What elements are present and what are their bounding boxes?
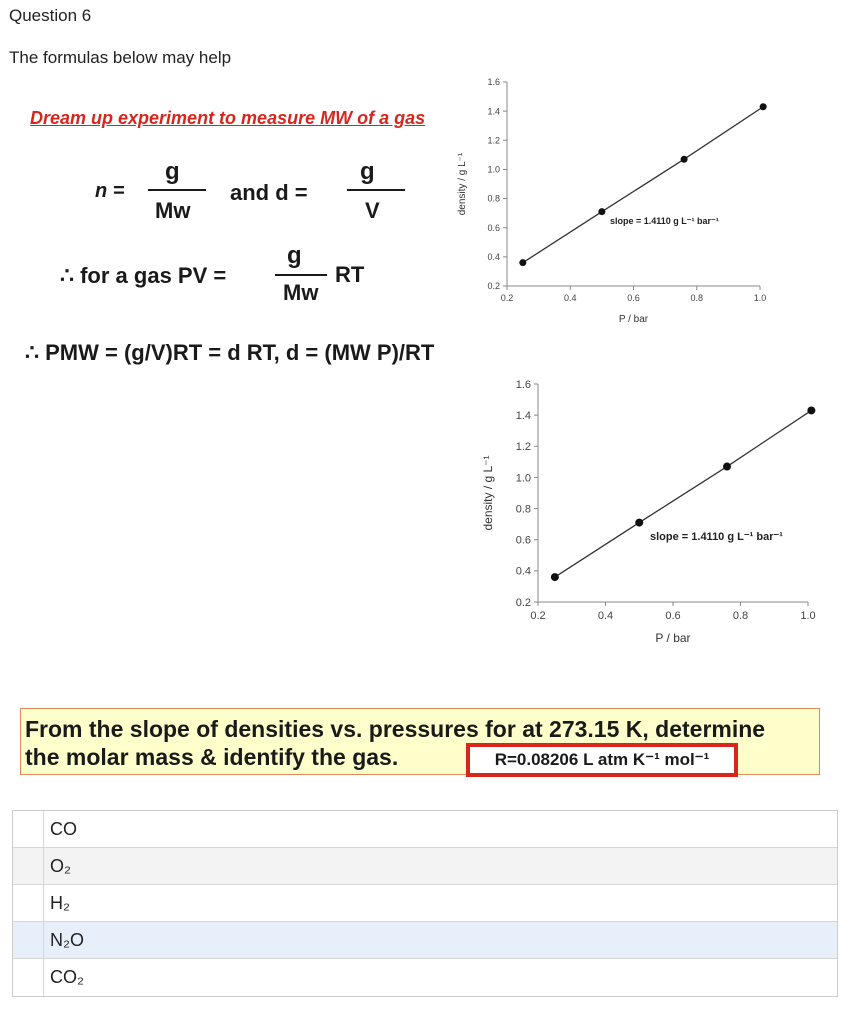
data-point (551, 573, 559, 581)
option-co[interactable] (13, 811, 837, 848)
dream-heading: Dream up experiment to measure MW of a gas (30, 108, 426, 128)
y-tick-label: 0.8 (487, 193, 500, 204)
y-tick-label: 1.0 (487, 164, 500, 175)
slope-annotation: slope = 1.4110 g L⁻¹ bar⁻¹ (610, 216, 719, 226)
y-tick-label: 1.0 (515, 472, 531, 485)
series-line (523, 107, 763, 263)
x-tick-label: 0.8 (732, 610, 749, 622)
y-tick-label: 0.6 (487, 222, 500, 233)
option-label: H₂ (50, 893, 70, 913)
data-point (681, 156, 688, 163)
option-label: O₂ (50, 856, 71, 876)
data-point (760, 103, 767, 110)
option-radio[interactable] (13, 811, 44, 847)
y-tick-label: 1.2 (487, 135, 500, 146)
data-point (635, 519, 643, 527)
numerator-g2: g (360, 158, 375, 185)
x-axis-label: P / bar (655, 631, 691, 645)
prompt-line-1: From the slope of densities vs. pressures for at 273.15 K, determine (25, 716, 766, 742)
option-radio[interactable] (13, 848, 44, 884)
data-point (723, 463, 731, 471)
x-tick-label: 0.4 (563, 293, 577, 303)
y-tick-label: 1.4 (515, 409, 531, 422)
denominator-v: V (365, 198, 380, 223)
x-tick-label: 1.0 (753, 293, 767, 303)
y-tick-label: 0.4 (487, 252, 500, 263)
option-label: CO₂ (50, 967, 84, 987)
fraction-bar-2 (347, 189, 405, 191)
option-radio[interactable] (13, 885, 44, 921)
y-axis-label: density / g L⁻¹ (481, 455, 495, 531)
help-text: The formulas below may help (9, 48, 232, 67)
option-label: N₂O (50, 930, 84, 950)
x-tick-label: 0.2 (500, 293, 514, 303)
y-tick-label: 1.6 (487, 77, 500, 88)
gas-pv: ∴ for a gas PV = (60, 263, 227, 288)
question-prompt-box (20, 708, 820, 775)
y-tick-label: 1.4 (487, 106, 500, 117)
option-n2o[interactable] (13, 922, 837, 959)
x-axis-label: P / bar (618, 314, 649, 325)
option-label: CO (50, 819, 77, 839)
numerator-g: g (165, 158, 180, 185)
density-chart-large (470, 374, 850, 664)
option-radio[interactable] (13, 922, 44, 958)
x-tick-label: 1.0 (800, 610, 816, 622)
y-tick-label: 0.8 (515, 503, 531, 516)
x-tick-label: 0.6 (627, 293, 640, 303)
gas-constant-box: R=0.08206 L atm K⁻¹ mol⁻¹ (466, 743, 738, 777)
question-title: Question 6 (9, 6, 92, 25)
answer-options (12, 810, 838, 997)
fraction-bar (148, 189, 206, 191)
y-axis-label: density / g L⁻¹ (457, 152, 468, 216)
y-tick-label: 1.2 (515, 441, 531, 454)
y-tick-label: 0.2 (515, 596, 531, 609)
y-tick-label: 1.6 (515, 378, 531, 391)
prompt-line-2: the molar mass & identify the gas. (25, 744, 399, 770)
n-equals: n = (95, 180, 125, 202)
data-point (519, 259, 526, 266)
y-tick-label: 0.4 (515, 565, 531, 578)
y-tick-label: 0.2 (487, 281, 500, 292)
x-tick-label: 0.6 (665, 610, 681, 622)
option-h2[interactable] (13, 885, 837, 922)
option-co2[interactable] (13, 959, 837, 996)
denominator-mw2: Mw (283, 280, 319, 305)
density-chart-small (445, 74, 805, 334)
pmw-equation: ∴ PMW = (g/V)RT = d RT, d = (MW P)/RT (25, 340, 435, 365)
and-d-equals: and d = (230, 180, 308, 205)
rt-text: RT (335, 262, 365, 287)
denominator-mw: Mw (155, 198, 191, 223)
x-tick-label: 0.4 (597, 610, 614, 622)
numerator-g3: g (287, 242, 302, 269)
data-point (598, 208, 605, 215)
x-tick-label: 0.2 (530, 610, 546, 622)
data-point (807, 406, 815, 414)
y-tick-label: 0.6 (515, 534, 531, 547)
slope-annotation: slope = 1.4110 g L⁻¹ bar⁻¹ (650, 531, 783, 543)
option-o2[interactable] (13, 848, 837, 885)
x-tick-label: 0.8 (690, 293, 704, 303)
option-radio[interactable] (13, 959, 44, 996)
fraction-bar-3 (275, 274, 327, 276)
series-line (555, 410, 812, 577)
